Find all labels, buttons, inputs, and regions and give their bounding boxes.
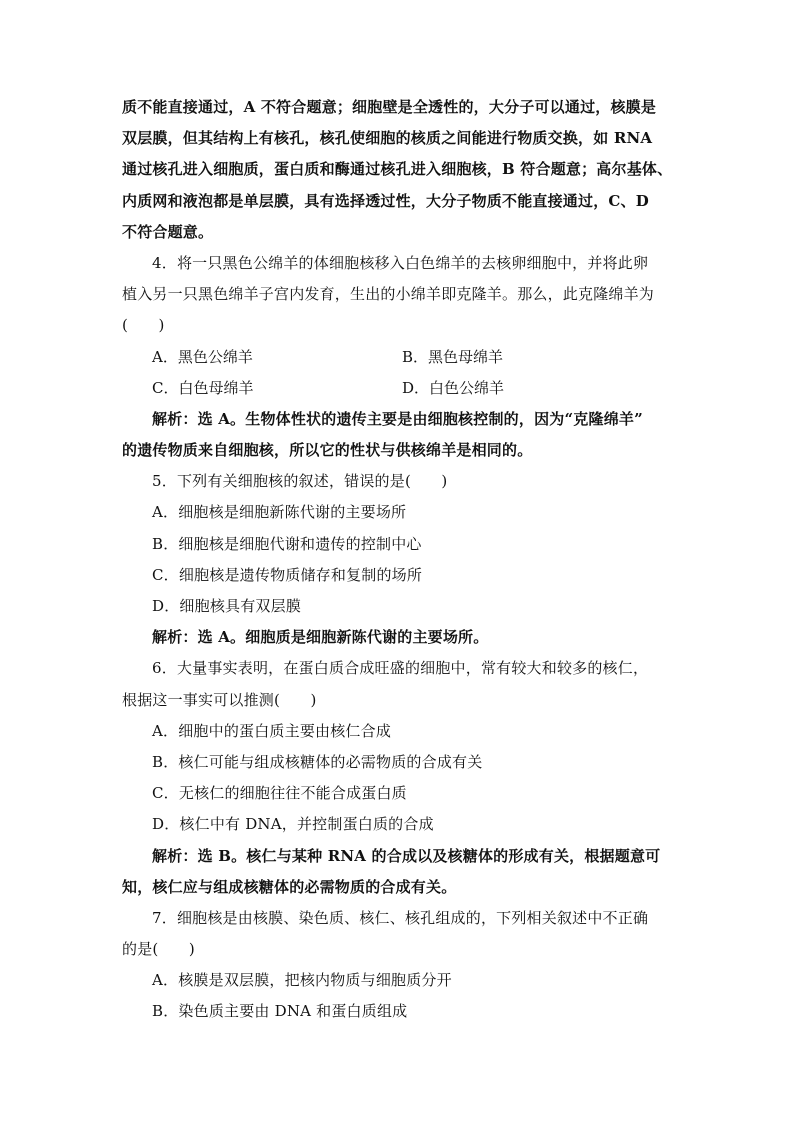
q4-options-row-2 xyxy=(122,373,674,404)
q4-option-d: D．白色公绵羊 xyxy=(402,378,505,397)
q4-options-row-1 xyxy=(122,342,674,373)
q6-option-b: B．核仁可能与组成核糖体的必需物质的合成有关 xyxy=(152,752,483,771)
q6-stem-line-1: 6．大量事实表明，在蛋白质合成旺盛的细胞中，常有较大和较多的核仁， xyxy=(152,659,649,678)
q4-option-b: B．黑色母绵羊 xyxy=(402,347,504,366)
q4-analysis-line-1: 解析：选 A。生物体性状的遗传主要是由细胞核控制的，因为“克隆绵羊” xyxy=(152,409,643,428)
q5-option-a: A．细胞核是细胞新陈代谢的主要场所 xyxy=(152,503,407,522)
q5-analysis: 解析：选 A。细胞质是细胞新陈代谢的主要场所。 xyxy=(152,628,489,647)
q6-option-d: D．核仁中有 DNA，并控制蛋白质的合成 xyxy=(152,815,434,834)
q4-stem-line-1: 4．将一只黑色公绵羊的体细胞核移入白色绵羊的去核卵细胞中，并将此卵 xyxy=(152,253,649,272)
q6-analysis-line-1: 解析：选 B。核仁与某种 RNA 的合成以及核糖体的形成有关，根据题意可 xyxy=(152,846,661,865)
q6-analysis-line-2: 知，核仁应与组成核糖体的必需物质的合成有关。 xyxy=(122,877,457,896)
q6-option-a: A．细胞中的蛋白质主要由核仁合成 xyxy=(152,721,392,740)
prev-answer-line-3: 通过核孔进入细胞质，蛋白质和酶通过核孔进入细胞核，B 符合题意；高尔基体、 xyxy=(122,160,673,179)
q5-option-d: D．细胞核具有双层膜 xyxy=(152,597,302,615)
q4-stem-line-3: ( ) xyxy=(122,316,165,335)
q6-option-c: C．无核仁的细胞往往不能合成蛋白质 xyxy=(152,784,407,803)
q5-option-b: B．细胞核是细胞代谢和遗传的控制中心 xyxy=(152,534,422,553)
q4-option-a: A．黑色公绵羊 xyxy=(152,347,253,366)
q7-option-b: B．染色质主要由 DNA 和蛋白质组成 xyxy=(152,1002,408,1021)
q5-stem: 5．下列有关细胞核的叙述，错误的是( ) xyxy=(152,472,448,491)
q4-analysis-line-2: 的遗传物质来自细胞核，所以它的性状与供核绵羊是相同的。 xyxy=(122,441,533,460)
document-page xyxy=(122,92,674,1028)
prev-answer-line-4: 内质网和液泡都是单层膜，具有选择透过性，大分子物质不能直接通过，C、D xyxy=(122,191,649,210)
q7-stem-line-2: 的是( ) xyxy=(122,940,195,959)
prev-answer-line-1: 质不能直接通过，A 不符合题意；细胞壁是全透性的，大分子可以通过，核膜是 xyxy=(122,98,657,116)
q4-option-c: C．白色母绵羊 xyxy=(152,378,254,397)
q5-option-c: C．细胞核是遗传物质储存和复制的场所 xyxy=(152,565,423,584)
prev-answer-line-2: 双层膜，但其结构上有核孔，核孔使细胞的核质之间能进行物质交换，如 RNA xyxy=(122,129,653,148)
q6-stem-line-2: 根据这一事实可以推测( ) xyxy=(122,690,317,709)
q7-stem-line-1: 7．细胞核是由核膜、染色质、核仁、核孔组成的，下列相关叙述中不正确 xyxy=(152,908,649,927)
q4-stem-line-2: 植入另一只黑色绵羊子宫内发育，生出的小绵羊即克隆羊。那么，此克隆绵羊为 xyxy=(122,285,655,304)
q7-option-a: A．核膜是双层膜，把核内物质与细胞质分开 xyxy=(152,971,452,990)
prev-answer-line-5: 不符合题意。 xyxy=(122,222,214,241)
